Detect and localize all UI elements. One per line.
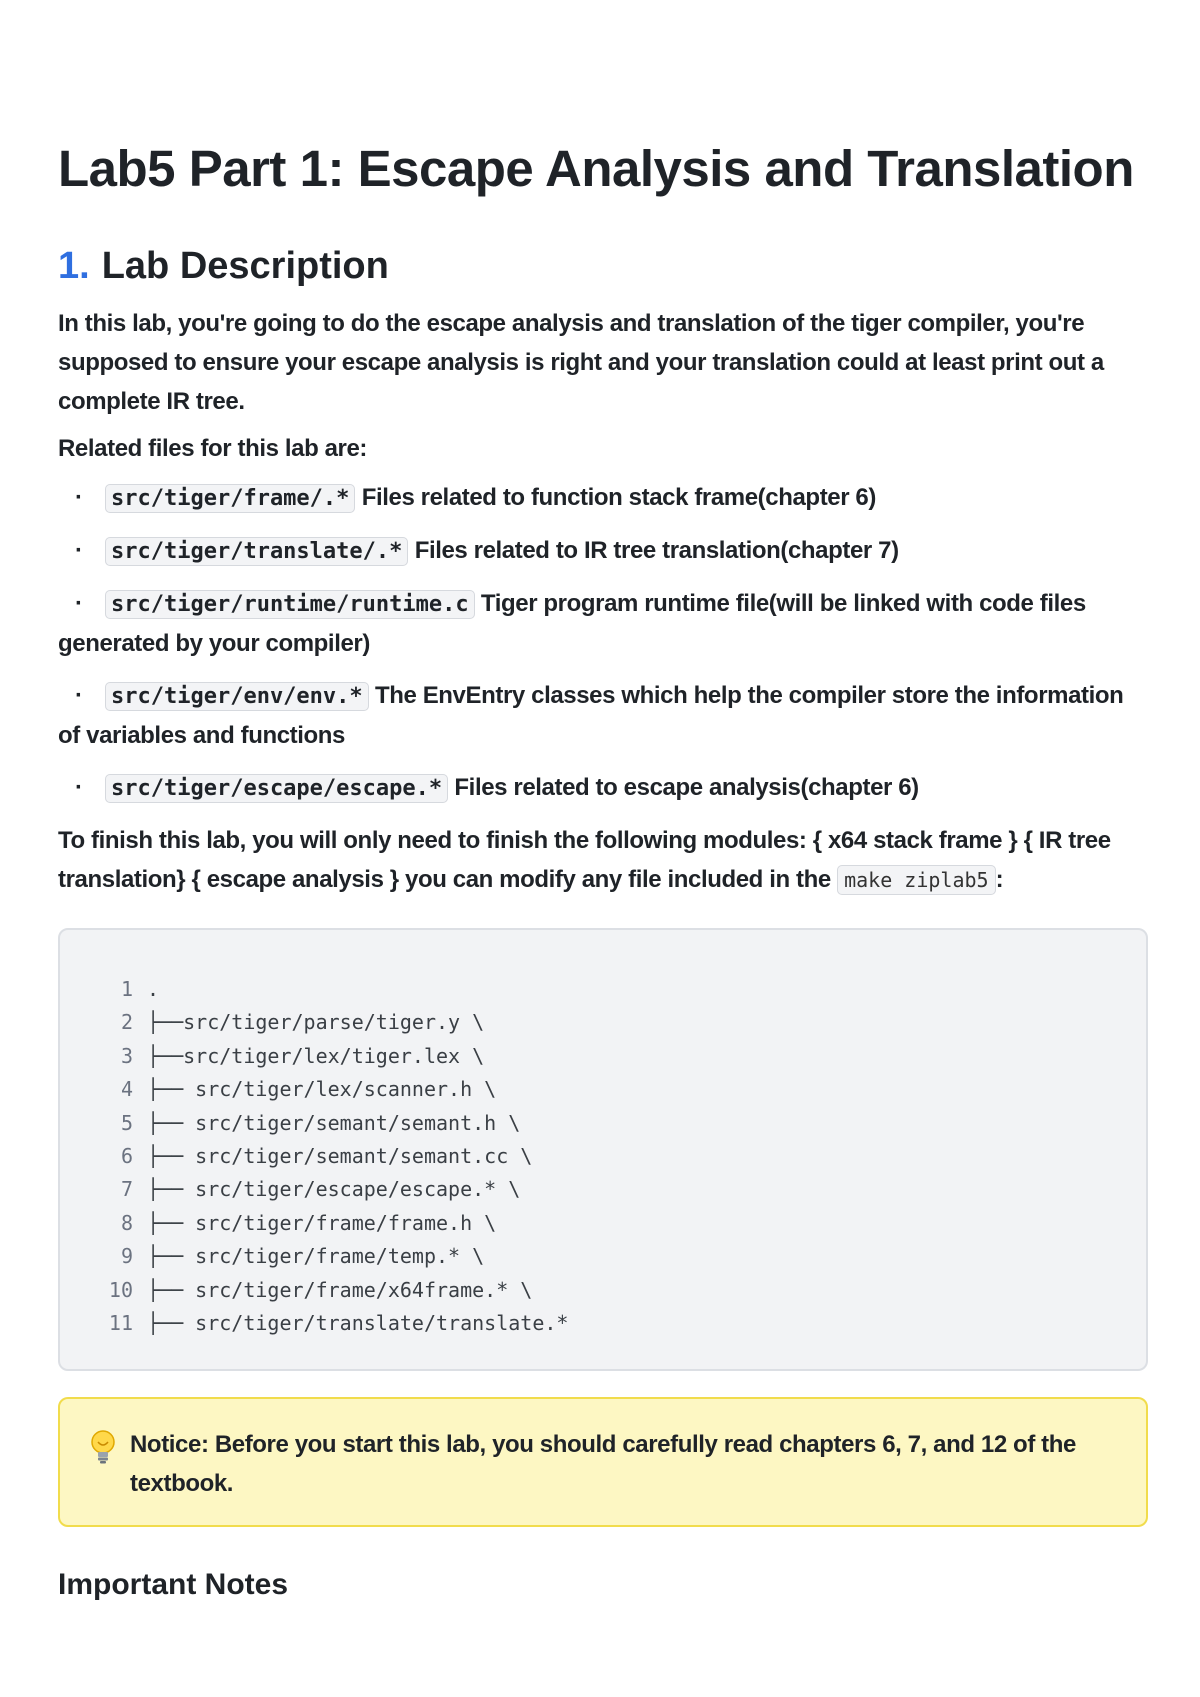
code-line [60,1274,1146,1307]
intro-paragraph: In this lab, you're going to do the escape analysis and translation of the tiger compiler, you're supposed to ensure your escape analysis is right and your translation could at least print out a complete IR tree. [58,310,1104,415]
code-text: ├── src/tiger/frame/x64frame.* \ [147,1277,533,1302]
bullet-icon: · [75,537,83,564]
file-description: Files related to IR tree translation(chapter 7) [414,537,899,564]
notice-body: Before you start this lab, you should carefully read chapters 6, 7, and 12 of the textbook. [130,1431,1076,1497]
list-item [58,478,1148,518]
section-title: Lab Description [101,245,389,287]
file-path: src/tiger/frame/.* [105,484,355,513]
code-text: ├── src/tiger/lex/scanner.h \ [147,1077,497,1102]
code-text: ├──src/tiger/lex/tiger.lex \ [147,1043,485,1068]
list-item [58,768,1148,808]
lightbulb-icon-graphic [88,1429,118,1465]
make-command: make ziplab5 [837,865,996,895]
modules-suffix: } you can modify any file included in the [389,866,838,893]
section-number: 1. [58,245,90,287]
code-text: ├── src/tiger/escape/escape.* \ [147,1177,521,1202]
modules-paragraph [58,821,1148,900]
section-heading [58,242,1148,290]
code-line [60,973,1146,1006]
file-description: Files related to escape analysis(chapter 6) [454,774,919,801]
lightbulb-icon [88,1425,130,1525]
bullet-icon: · [75,484,83,511]
line-number: 3 [120,1043,133,1068]
bullet-icon: · [75,682,83,709]
module-ir-tree-translation: IR tree translation [58,827,1111,893]
modules-end: : [995,866,1004,893]
list-item [58,584,1148,663]
code-line [60,1040,1146,1073]
code-line [60,1140,1146,1173]
file-description: The EnvEntry classes which help the compiler store the information of variables and functions [58,682,1124,749]
code-block[interactable] [58,928,1148,1371]
code-text: ├── src/tiger/frame/frame.h \ [147,1210,497,1235]
list-item [58,531,1148,571]
modules-separator: } { [1008,827,1033,854]
line-number: 5 [120,1110,133,1135]
notice-label: Notice: [130,1431,209,1458]
code-text: ├──src/tiger/parse/tiger.y \ [147,1010,485,1035]
file-path: src/tiger/env/env.* [105,682,369,711]
line-number: 7 [120,1177,133,1202]
line-number: 11 [108,1311,133,1336]
file-path: src/tiger/escape/escape.* [105,774,448,803]
file-description: Files related to function stack frame(chapter 6) [361,484,876,511]
file-path: src/tiger/runtime/runtime.c [105,590,475,619]
code-text: ├── src/tiger/semant/semant.h \ [147,1110,521,1135]
code-line [60,1240,1146,1273]
module-escape-analysis: escape analysis [200,866,390,893]
modules-prefix: To finish this lab, you will only need to finish the following modules: { [58,827,822,854]
code-line [60,1207,1146,1240]
line-number: 6 [120,1144,133,1169]
code-text: . [147,977,160,1001]
notice-text [130,1425,1116,1525]
bullet-icon: · [75,774,83,801]
code-line [60,1107,1146,1140]
code-line [60,1173,1146,1206]
file-description: Tiger program runtime file(will be linked with code files generated by your compiler) [58,590,1086,657]
important-notes-heading: Important Notes [58,1568,289,1601]
notice-callout [58,1397,1148,1527]
line-number: 4 [120,1077,133,1102]
page-title: Lab5 Part 1: Escape Analysis and Translation [58,140,1134,197]
code-line [60,1307,1146,1340]
file-path: src/tiger/translate/.* [105,537,408,566]
list-item [58,676,1148,755]
code-text: ├── src/tiger/semant/semant.cc \ [147,1144,533,1169]
code-line [60,1006,1146,1039]
code-text: ├── src/tiger/translate/translate.* [147,1311,569,1336]
document-content [58,138,1148,1605]
line-number: 1 [120,977,133,1001]
line-number: 10 [108,1277,133,1302]
bullet-icon: · [75,590,83,617]
module-x64-stack-frame: x64 stack frame [821,827,1009,854]
line-number: 9 [120,1244,133,1269]
related-files-label: Related files for this lab are: [58,435,368,462]
code-line [60,1073,1146,1106]
line-number: 2 [120,1010,133,1035]
related-files-list [58,478,1148,808]
line-number: 8 [120,1210,133,1235]
modules-separator: } { [176,866,201,893]
code-text: ├── src/tiger/frame/temp.* \ [147,1244,485,1269]
